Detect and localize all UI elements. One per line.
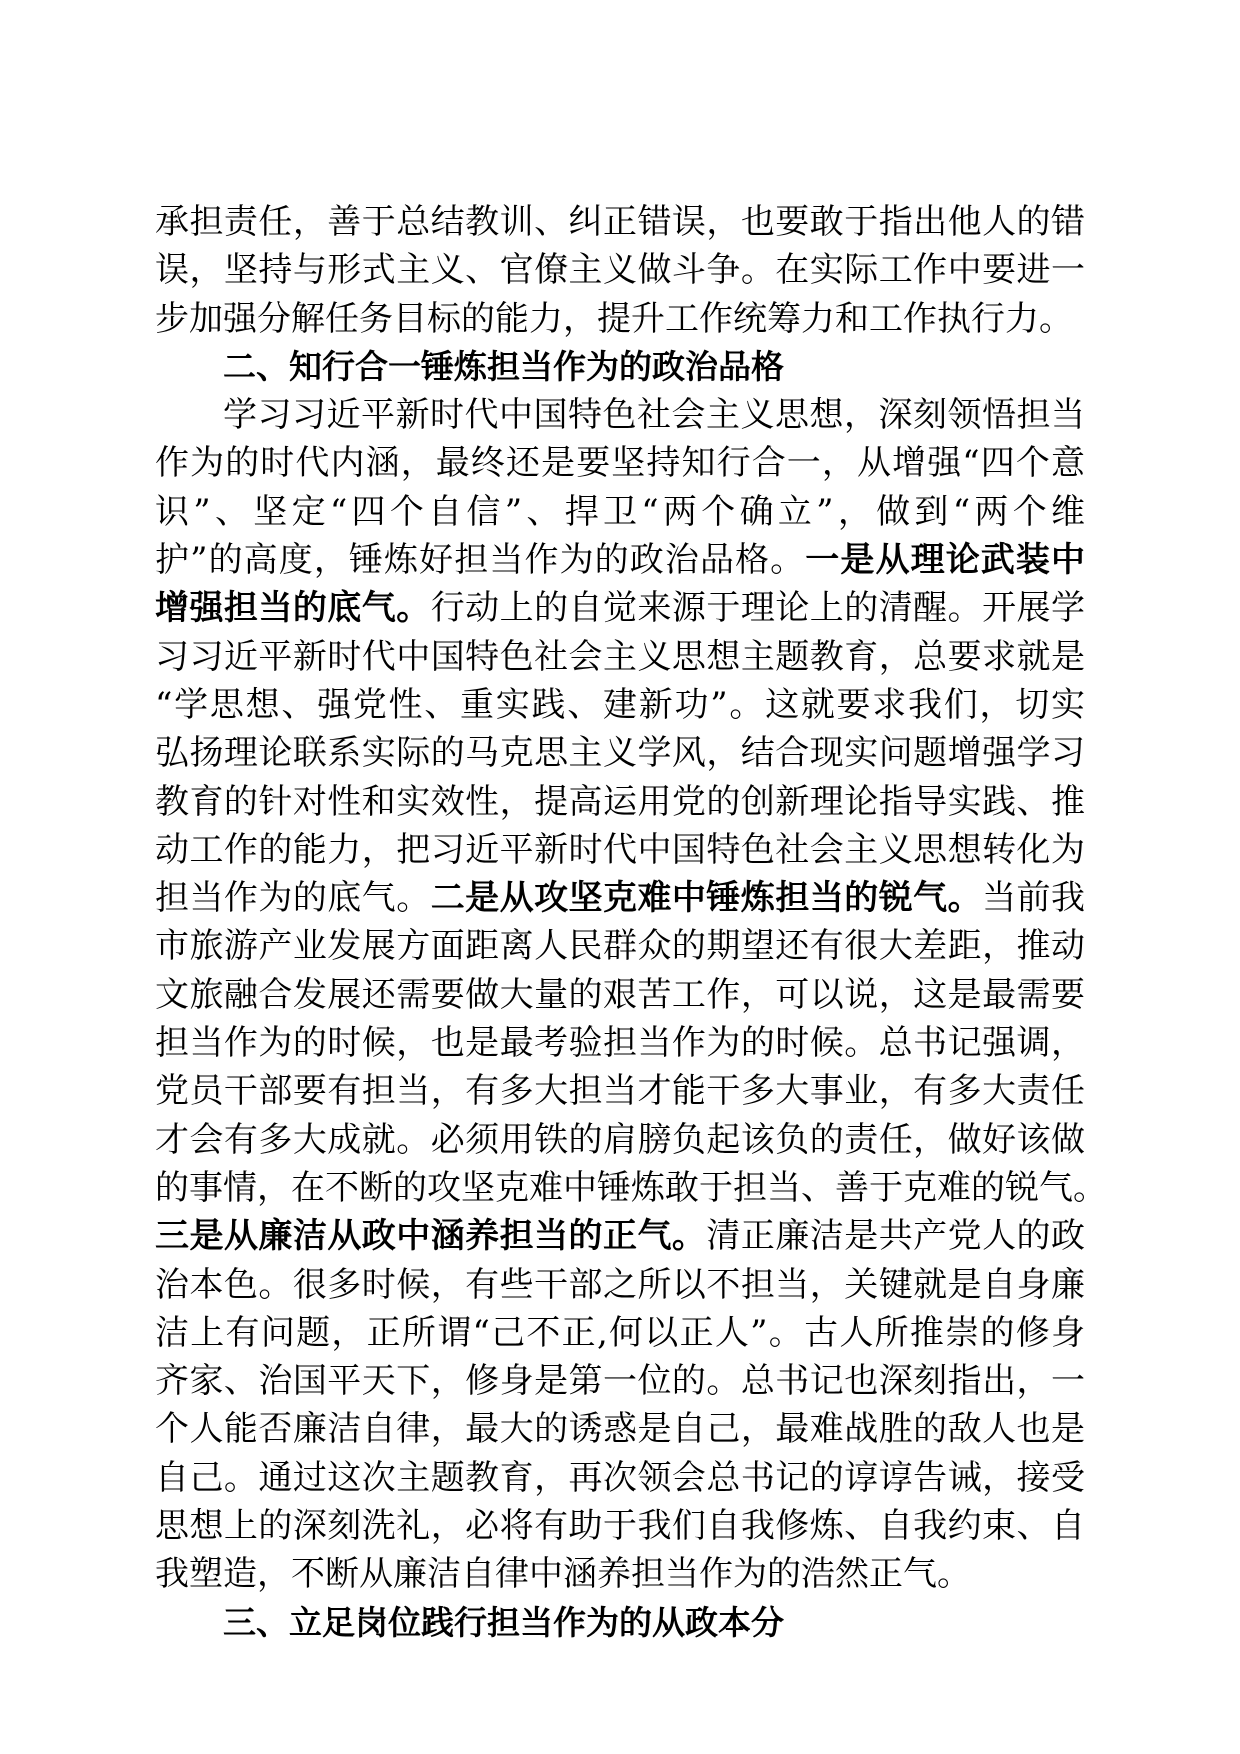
text-line: 误，坚持与形式主义、官僚主义做斗争。在实际工作中要进一 — [155, 250, 1085, 291]
text-run: 担当作为的底气。 — [155, 878, 431, 919]
text-run: 清正廉洁是共产党人的政 — [706, 1216, 1086, 1257]
text-line: 市旅游产业发展方面距离人民群众的期望还有很大差距，推动 — [155, 926, 1085, 967]
text-line: 的事情，在不断的攻坚克难中锤炼敢于担当、善于克难的锐气。 — [155, 1167, 1107, 1208]
text-line: 教育的针对性和实效性，提高运用党的创新理论指导实践、推 — [155, 781, 1085, 822]
bold-point-1-start: 一是从理论武装中 — [805, 540, 1085, 581]
text-line: 弘扬理论联系实际的马克思主义学风，结合现实问题增强学习 — [155, 733, 1085, 774]
text-line: 才会有多大成就。必须用铁的肩膀负起该负的责任，做好该做 — [155, 1119, 1085, 1160]
text-run: 行动上的自觉来源于理论上的清醒。开展学 — [430, 588, 1086, 629]
bold-point-3: 三是从廉洁从政中涵养担当的正气。 — [155, 1216, 707, 1257]
text-line: 党员干部要有担当，有多大担当才能干多大事业，有多大责任 — [155, 1071, 1085, 1112]
text-line: 思想上的深刻洗礼，必将有助于我们自我修炼、自我约束、自 — [155, 1506, 1085, 1547]
bold-point-1-end: 增强担当的底气。 — [155, 588, 431, 629]
text-line: 作为的时代内涵，最终还是要坚持知行合一，从增强“四个意 — [155, 443, 1085, 484]
text-run: 护”的高度，锤炼好担当作为的政治品格。 — [155, 540, 806, 581]
paragraph-intro — [155, 198, 1085, 343]
text-line: 识”、坚定“四个自信”、捍卫“两个确立”，做到“两个维 — [155, 491, 1085, 532]
text-line — [155, 874, 1085, 922]
text-line — [155, 1212, 1085, 1260]
text-line: 洁上有问题，正所谓“己不正,何以正人”。古人所推崇的修身 — [155, 1312, 1085, 1353]
text-line: 担当作为的时候，也是最考验担当作为的时候。总书记强调， — [155, 1023, 1085, 1064]
text-line: 我塑造，不断从廉洁自律中涵养担当作为的浩然正气。 — [155, 1554, 971, 1595]
section-heading-2: 二、知行合一锤炼担当作为的政治品格 — [223, 346, 784, 386]
text-line: 文旅融合发展还需要做大量的艰苦工作，可以说，这是最需要 — [155, 974, 1085, 1015]
text-line: “学思想、强党性、重实践、建新功”。这就要求我们，切实 — [155, 684, 1085, 725]
text-line — [155, 536, 1085, 584]
text-line: 动工作的能力，把习近平新时代中国特色社会主义思想转化为 — [155, 829, 1085, 870]
text-line: 治本色。很多时候，有些干部之所以不担当，关键就是自身廉 — [155, 1264, 1085, 1305]
text-line — [155, 584, 1085, 632]
text-line: 学习习近平新时代中国特色社会主义思想，深刻领悟担当 — [223, 395, 1085, 436]
document-page — [155, 198, 1107, 1647]
text-line: 齐家、治国平天下，修身是第一位的。总书记也深刻指出，一 — [155, 1361, 1085, 1402]
text-run: 当前我 — [982, 878, 1086, 919]
text-line: 承担责任，善于总结教训、纠正错误，也要敢于指出他人的错 — [155, 202, 1085, 242]
paragraph-section-2 — [155, 391, 1107, 1598]
text-line: 自己。通过这次主题教育，再次领会总书记的谆谆告诫，接受 — [155, 1457, 1085, 1498]
text-line: 习习近平新时代中国特色社会主义思想主题教育，总要求就是 — [155, 636, 1085, 677]
section-heading-3: 三、立足岗位践行担当作为的从政本分 — [223, 1602, 784, 1642]
bold-point-2: 二是从攻坚克难中锤炼担当的锐气。 — [430, 878, 983, 919]
text-line: 个人能否廉洁自律，最大的诱惑是自己，最难战胜的敌人也是 — [155, 1409, 1085, 1450]
text-line: 步加强分解任务目标的能力，提升工作统筹力和工作执行力。 — [155, 298, 1073, 339]
